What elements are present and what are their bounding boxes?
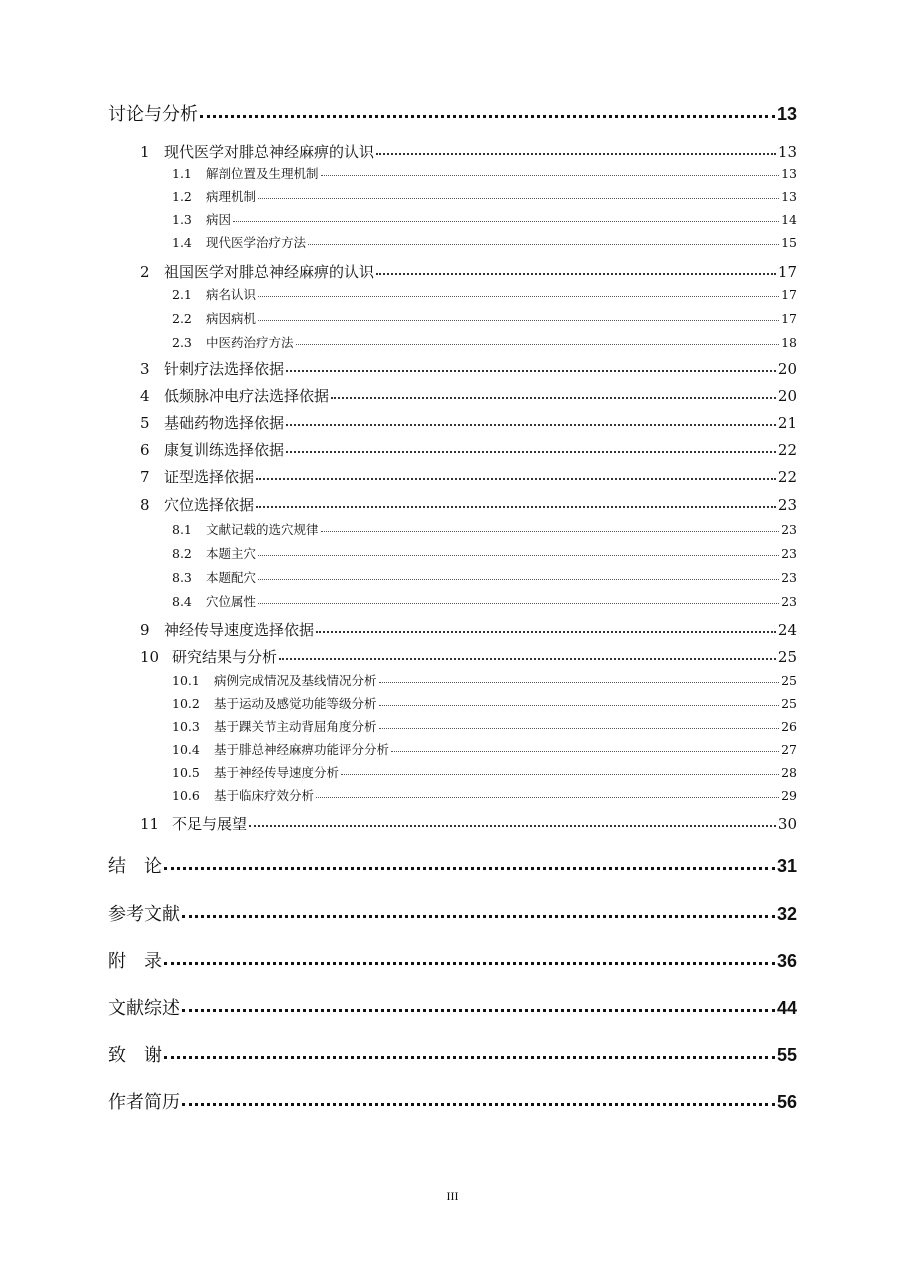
toc-entry-title	[172, 786, 314, 804]
toc-entry-title	[172, 520, 319, 538]
toc-entry[interactable]	[108, 1088, 797, 1114]
toc-page-number: 25	[777, 648, 797, 666]
toc-entry-label: 致 谢	[108, 1045, 162, 1066]
toc-entry-label: 现代医学对腓总神经麻痹的认识	[164, 143, 375, 161]
toc-entry-title	[172, 592, 256, 610]
toc-entry-title	[140, 358, 284, 379]
toc-entry-number: 7	[140, 468, 150, 486]
toc-entry-title	[140, 141, 374, 162]
dot-leader	[321, 531, 780, 532]
toc-entry-title	[108, 1088, 180, 1114]
toc-entry-label: 病因病机	[206, 311, 257, 326]
toc-entry-title	[172, 210, 231, 228]
toc-entry-label: 病理机制	[206, 189, 257, 204]
toc-entry[interactable]	[172, 233, 797, 251]
toc-entry[interactable]	[140, 141, 797, 162]
toc-entry[interactable]	[172, 333, 797, 351]
toc-entry-label: 参考文献	[108, 904, 180, 925]
toc-entry-label: 穴位属性	[206, 594, 257, 609]
toc-entry-label: 祖国医学对腓总神经麻痹的认识	[164, 263, 375, 281]
toc-entry-number: 10.5	[172, 765, 200, 780]
dot-leader	[258, 579, 779, 580]
dot-leader	[256, 478, 776, 480]
toc-entry-label: 解剖位置及生理机制	[206, 166, 319, 181]
toc-page-number: 14	[781, 212, 797, 227]
toc-page-number: 15	[781, 235, 797, 250]
toc-entry-title	[140, 439, 284, 460]
toc-entry[interactable]	[172, 187, 797, 205]
toc-entry-title	[172, 717, 377, 735]
dot-leader	[258, 603, 779, 604]
toc-entry-number: 10.3	[172, 719, 200, 734]
toc-page-number: 23	[781, 522, 797, 537]
toc-page-number: 22	[777, 441, 797, 459]
toc-entry-number: 11	[140, 815, 160, 833]
dot-leader	[316, 631, 776, 633]
toc-entry[interactable]	[140, 813, 797, 834]
toc-entry-label: 讨论与分析	[108, 104, 198, 125]
toc-entry-label: 证型选择依据	[164, 468, 255, 486]
toc-page-number: 23	[777, 496, 797, 514]
dot-leader	[379, 728, 780, 729]
toc-entry[interactable]	[108, 994, 797, 1020]
toc-page-number: 25	[781, 673, 797, 688]
toc-entry-label: 针刺疗法选择依据	[164, 360, 285, 378]
toc-entry-number: 2.3	[172, 335, 192, 350]
toc-page-number: 23	[781, 594, 797, 609]
toc-page-number: 23	[781, 570, 797, 585]
toc-entry-number: 8.1	[172, 522, 192, 537]
toc-page-number: 24	[777, 621, 797, 639]
toc-entry-number: 2.1	[172, 287, 192, 302]
toc-entry-number: 1.4	[172, 235, 192, 250]
toc-entry[interactable]	[172, 164, 797, 182]
toc-page-number: 17	[781, 311, 797, 326]
toc-page-number: 20	[777, 360, 797, 378]
dot-leader	[233, 221, 779, 222]
toc-entry-label: 病例完成情况及基线情况分析	[214, 673, 377, 688]
toc-entry-label: 不足与展望	[172, 815, 248, 833]
toc-page-number: 13	[781, 189, 797, 204]
dot-leader	[258, 555, 779, 556]
dot-leader	[379, 682, 780, 683]
dot-leader	[258, 296, 779, 297]
toc-entry-label: 病名认识	[206, 287, 257, 302]
toc-entry-label: 病因	[206, 212, 232, 227]
toc-entry-label: 文献记载的选穴规律	[206, 522, 319, 537]
dot-leader	[286, 424, 776, 426]
toc-entry-number: 9	[140, 621, 150, 639]
dot-leader	[316, 797, 779, 798]
toc-page-number: 21	[777, 414, 797, 432]
toc-entry[interactable]	[140, 385, 797, 406]
toc-entry[interactable]	[108, 1041, 797, 1067]
toc-entry-number: 2.2	[172, 311, 192, 326]
toc-entry-label: 低频脉冲电疗法选择依据	[164, 387, 330, 405]
toc-page-number: 23	[781, 546, 797, 561]
toc-entry[interactable]	[108, 100, 797, 126]
toc-page-number: 20	[777, 387, 797, 405]
toc-entry-number: 8.4	[172, 594, 192, 609]
dot-leader	[286, 451, 776, 453]
page-number-footer: III	[446, 1189, 459, 1203]
toc-page-number: 44	[776, 998, 797, 1018]
toc-entry[interactable]	[140, 619, 797, 640]
toc-entry-label: 中医药治疗方法	[206, 335, 294, 350]
toc-entry[interactable]	[140, 646, 797, 667]
toc-page-number: 17	[777, 263, 797, 281]
toc-entry[interactable]	[172, 717, 797, 735]
toc-entry-number: 2	[140, 263, 150, 281]
dot-leader	[376, 273, 776, 275]
toc-entry[interactable]	[172, 786, 797, 804]
toc-entry-label: 本题配穴	[206, 570, 257, 585]
toc-page-number: 28	[781, 765, 797, 780]
toc-entry[interactable]	[172, 285, 797, 303]
toc-entry-label: 作者简历	[108, 1092, 180, 1113]
toc-entry-title	[140, 412, 284, 433]
toc-entry[interactable]	[108, 852, 797, 878]
toc-entry[interactable]	[172, 763, 797, 781]
dot-leader	[164, 1056, 775, 1059]
toc-entry[interactable]	[140, 261, 797, 282]
toc-entry-number: 1.2	[172, 189, 192, 204]
toc-page-number: 25	[781, 696, 797, 711]
toc-page-number: 31	[776, 856, 797, 876]
toc-entry-title	[172, 333, 294, 351]
toc-entry-label: 康复训练选择依据	[164, 441, 285, 459]
toc-entry-label: 文献综述	[108, 998, 180, 1019]
toc-entry-number: 4	[140, 387, 150, 405]
toc-entry-title	[108, 994, 180, 1020]
dot-leader	[258, 320, 779, 321]
toc-entry[interactable]	[172, 740, 797, 758]
toc-entry[interactable]	[172, 544, 797, 562]
toc-page-number: 26	[781, 719, 797, 734]
toc-entry-title	[140, 385, 329, 406]
dot-leader	[182, 1009, 775, 1012]
toc-entry-title	[172, 309, 256, 327]
toc-entry-label: 研究结果与分析	[172, 648, 278, 666]
toc-entry-number: 10	[140, 648, 160, 666]
toc-page-number: 13	[776, 104, 797, 124]
toc-entry-title	[172, 568, 256, 586]
toc-entry-title	[172, 233, 306, 251]
toc-entry-label: 附 录	[108, 951, 162, 972]
toc-entry-title	[172, 740, 389, 758]
toc-entry-label: 基础药物选择依据	[164, 414, 285, 432]
toc-entry-label: 结 论	[108, 856, 162, 877]
toc-entry[interactable]	[140, 494, 797, 515]
toc-entry-label: 本题主穴	[206, 546, 257, 561]
toc-page-number: 56	[776, 1092, 797, 1112]
dot-leader	[200, 115, 775, 118]
dot-leader	[341, 774, 779, 775]
toc-entry[interactable]	[140, 439, 797, 460]
toc-page-number: 27	[781, 742, 797, 757]
toc-entry-title	[172, 164, 319, 182]
toc-entry-title	[172, 285, 256, 303]
toc-page-number: 13	[777, 143, 797, 161]
toc-entry[interactable]	[108, 900, 797, 926]
toc-entry-number: 8.3	[172, 570, 192, 585]
toc-entry-title	[140, 813, 247, 834]
toc-page-number: 22	[777, 468, 797, 486]
toc-entry-number: 10.1	[172, 673, 200, 688]
toc-entry-number: 8.2	[172, 546, 192, 561]
toc-page-number: 30	[777, 815, 797, 833]
toc-page-number: 17	[781, 287, 797, 302]
toc-page-number: 13	[781, 166, 797, 181]
toc-page-number: 32	[776, 904, 797, 924]
dot-leader	[164, 962, 775, 965]
dot-leader	[164, 867, 775, 870]
dot-leader	[258, 198, 779, 199]
toc-entry-label: 穴位选择依据	[164, 496, 255, 514]
toc-entry[interactable]	[172, 520, 797, 538]
dot-leader	[321, 175, 780, 176]
toc-entry-number: 6	[140, 441, 150, 459]
toc-entry-title	[172, 763, 339, 781]
toc-entry-label: 基于运动及感觉功能等级分析	[214, 696, 377, 711]
toc-entry-title	[172, 544, 256, 562]
toc-entry-number: 10.6	[172, 788, 200, 803]
dot-leader	[279, 658, 776, 660]
toc-entry-number: 10.4	[172, 742, 200, 757]
toc-entry[interactable]	[172, 309, 797, 327]
toc-entry[interactable]	[140, 412, 797, 433]
dot-leader	[286, 370, 776, 372]
toc-entry-title	[172, 694, 377, 712]
toc-entry[interactable]	[108, 947, 797, 973]
dot-leader	[376, 153, 776, 155]
toc-page-number: 18	[781, 335, 797, 350]
toc-entry-label: 神经传导速度选择依据	[164, 621, 315, 639]
toc-entry[interactable]	[172, 671, 797, 689]
toc-entry-title	[140, 619, 314, 640]
toc-entry-title	[108, 100, 198, 126]
toc-entry-label: 基于踝关节主动背屈角度分析	[214, 719, 377, 734]
toc-entry[interactable]	[172, 568, 797, 586]
toc-entry-label: 现代医学治疗方法	[206, 235, 307, 250]
toc-entry[interactable]	[140, 466, 797, 487]
dot-leader	[331, 397, 776, 399]
toc-entry-title	[172, 187, 256, 205]
toc-entry-title	[108, 900, 180, 926]
toc-entry-number: 1	[140, 143, 150, 161]
toc-entry-label: 基于腓总神经麻痹功能评分分析	[214, 742, 390, 757]
dot-leader	[379, 705, 780, 706]
toc-entry[interactable]	[172, 694, 797, 712]
toc-entry-label: 基于临床疗效分析	[214, 788, 315, 803]
toc-entry[interactable]	[172, 210, 797, 228]
toc-entry[interactable]	[140, 358, 797, 379]
toc-entry-title	[108, 852, 162, 878]
dot-leader	[256, 506, 776, 508]
toc-entry-title	[140, 466, 254, 487]
toc-entry-number: 10.2	[172, 696, 200, 711]
dot-leader	[391, 751, 779, 752]
dot-leader	[182, 915, 775, 918]
toc-entry-number: 1.3	[172, 212, 192, 227]
toc-entry-number: 5	[140, 414, 150, 432]
toc-entry-number: 8	[140, 496, 150, 514]
toc-entry-number: 3	[140, 360, 150, 378]
toc-page-number: 29	[781, 788, 797, 803]
toc-entry[interactable]	[172, 592, 797, 610]
toc-entry-title	[140, 646, 277, 667]
toc-page-number: 36	[776, 951, 797, 971]
toc-entry-label: 基于神经传导速度分析	[214, 765, 340, 780]
dot-leader	[308, 244, 779, 245]
toc-entry-title	[108, 1041, 162, 1067]
dot-leader	[182, 1103, 775, 1106]
dot-leader	[249, 825, 776, 827]
dot-leader	[296, 344, 780, 345]
toc-entry-title	[172, 671, 377, 689]
toc-entry-title	[108, 947, 162, 973]
toc-page-number: 55	[776, 1045, 797, 1065]
toc-entry-title	[140, 261, 374, 282]
toc-entry-title	[140, 494, 254, 515]
toc-entry-number: 1.1	[172, 166, 192, 181]
